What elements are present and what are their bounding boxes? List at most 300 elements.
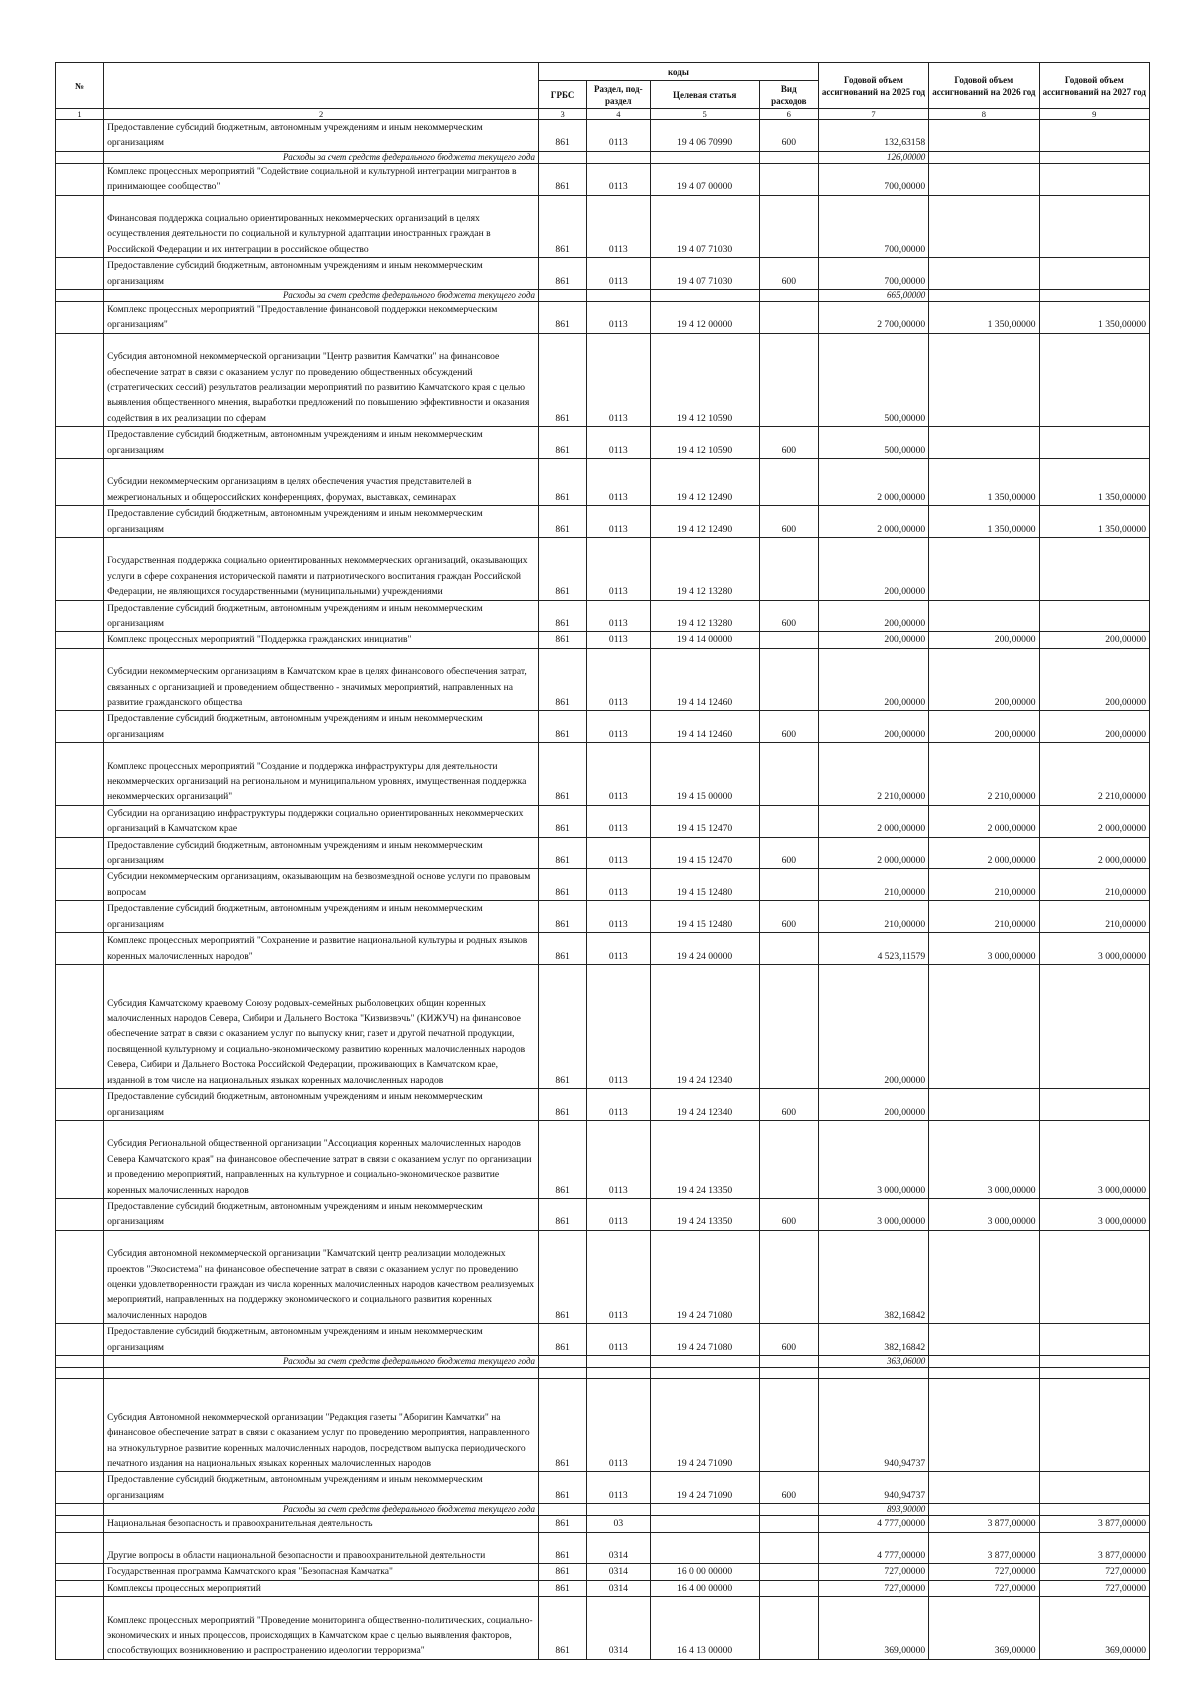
row-number-cell — [56, 711, 104, 743]
empty-cell — [759, 1504, 818, 1516]
empty-cell — [650, 1367, 759, 1378]
expense-type — [759, 632, 818, 648]
section-code: 0113 — [587, 1472, 650, 1504]
item-name: Субсидия Автономной некоммерческой организации "Редакция газеты "Аборигин Камчатки" на финансовое обеспечение затрат в связи с оказанием услуг по проведению мероприятия, направленного на этнокультурное развитие коренных малочисленных народов, посредством выпуска периодического печатного издания на национальных языках коренных малочисленных народов — [104, 1378, 539, 1471]
table-row — [56, 1580, 1150, 1596]
header-2026: Годовой объем ассигнований на 2026 год — [929, 63, 1039, 109]
empty-cell — [1039, 290, 1149, 302]
item-name: Субсидии некоммерческим организациям в Камчатском крае в целях финансового обеспечения затрат, связанных с организацией и проведением общественно - значимых мероприятий, направленных на развитие гражданского общества — [104, 648, 539, 711]
row-number-cell — [56, 506, 104, 538]
empty-cell — [1039, 151, 1149, 163]
amount-2026: 200,00000 — [929, 648, 1039, 711]
target-article: 16 4 13 00000 — [650, 1597, 759, 1660]
row-number-cell — [56, 1378, 104, 1471]
target-article: 19 4 12 12490 — [650, 459, 759, 506]
amount-2026: 3 877,00000 — [929, 1516, 1039, 1532]
grbs-code: 861 — [539, 805, 587, 837]
row-number-cell — [56, 933, 104, 965]
section-code: 0113 — [587, 901, 650, 933]
amount-2025: 382,16842 — [818, 1324, 928, 1356]
amount-2025: 4 777,00000 — [818, 1516, 928, 1532]
row-number-cell — [56, 837, 104, 869]
amount-2026 — [929, 538, 1039, 601]
empty-cell — [650, 290, 759, 302]
item-name: Предоставление субсидий бюджетным, автономным учреждениям и иным некоммерческим организациям — [104, 506, 539, 538]
grbs-code: 861 — [539, 1564, 587, 1580]
empty-cell — [650, 1504, 759, 1516]
empty-cell — [929, 151, 1039, 163]
section-code: 0113 — [587, 1378, 650, 1471]
amount-2026 — [929, 1230, 1039, 1323]
row-number-cell — [56, 427, 104, 459]
target-article: 19 4 07 00000 — [650, 163, 759, 195]
amount-2027: 210,00000 — [1039, 901, 1149, 933]
amount-2027 — [1039, 964, 1149, 1088]
expense-type: 600 — [759, 120, 818, 152]
row-number-cell — [56, 1355, 104, 1367]
empty-cell — [587, 290, 650, 302]
budget-sheet — [55, 62, 1150, 1660]
target-article: 19 4 24 71080 — [650, 1230, 759, 1323]
amount-2027: 3 000,00000 — [1039, 933, 1149, 965]
row-number-cell — [56, 120, 104, 152]
section-code: 0113 — [587, 538, 650, 601]
target-article: 16 4 00 00000 — [650, 1580, 759, 1596]
amount-2027 — [1039, 258, 1149, 290]
federal-funds-label: Расходы за счет средств федерального бюджета текущего года — [104, 151, 539, 163]
section-code: 0113 — [587, 506, 650, 538]
amount-2026 — [929, 120, 1039, 152]
expense-type — [759, 1580, 818, 1596]
empty-cell — [929, 290, 1039, 302]
empty-cell — [587, 1355, 650, 1367]
grbs-code: 861 — [539, 933, 587, 965]
amount-2025: 200,00000 — [818, 632, 928, 648]
target-article: 19 4 15 12480 — [650, 869, 759, 901]
amount-2025: 727,00000 — [818, 1580, 928, 1596]
section-code: 0113 — [587, 427, 650, 459]
item-name: Предоставление субсидий бюджетным, автономным учреждениям и иным некоммерческим организациям — [104, 1472, 539, 1504]
expense-type — [759, 459, 818, 506]
table-row — [56, 1120, 1150, 1198]
amount-2027: 2 210,00000 — [1039, 743, 1149, 806]
column-number: 2 — [104, 109, 539, 120]
federal-funds-row — [56, 151, 1150, 163]
amount-2025: 132,63158 — [818, 120, 928, 152]
expense-type: 600 — [759, 711, 818, 743]
amount-2026: 3 000,00000 — [929, 1120, 1039, 1198]
empty-cell — [929, 1355, 1039, 1367]
section-code: 0113 — [587, 837, 650, 869]
expense-type: 600 — [759, 600, 818, 632]
section-code: 0113 — [587, 964, 650, 1088]
row-number-cell — [56, 632, 104, 648]
amount-2025: 2 000,00000 — [818, 805, 928, 837]
federal-funds-2025: 363,06000 — [818, 1355, 928, 1367]
target-article: 19 4 06 70990 — [650, 120, 759, 152]
row-number-cell — [56, 163, 104, 195]
amount-2026: 200,00000 — [929, 711, 1039, 743]
section-code: 0113 — [587, 648, 650, 711]
amount-2025: 2 000,00000 — [818, 459, 928, 506]
column-number: 5 — [650, 109, 759, 120]
amount-2026 — [929, 1089, 1039, 1121]
target-article: 19 4 24 12340 — [650, 964, 759, 1088]
amount-2027: 369,00000 — [1039, 1597, 1149, 1660]
table-row — [56, 1516, 1150, 1532]
expense-type — [759, 1378, 818, 1471]
expense-type — [759, 302, 818, 334]
expense-type: 600 — [759, 427, 818, 459]
section-code: 0314 — [587, 1532, 650, 1564]
expense-type: 600 — [759, 1089, 818, 1121]
table-row — [56, 805, 1150, 837]
target-article: 19 4 07 71030 — [650, 258, 759, 290]
grbs-code: 861 — [539, 195, 587, 258]
target-article: 19 4 12 00000 — [650, 302, 759, 334]
expense-type — [759, 869, 818, 901]
amount-2027: 2 000,00000 — [1039, 805, 1149, 837]
row-number-cell — [56, 1198, 104, 1230]
target-article: 19 4 12 10590 — [650, 333, 759, 426]
item-name: Комплексы процессных мероприятий — [104, 1580, 539, 1596]
section-code: 0113 — [587, 632, 650, 648]
row-number-cell — [56, 1504, 104, 1516]
section-code: 0113 — [587, 1198, 650, 1230]
amount-2025: 727,00000 — [818, 1564, 928, 1580]
column-number: 1 — [56, 109, 104, 120]
grbs-code: 861 — [539, 427, 587, 459]
item-name: Другие вопросы в области национальной безопасности и правоохранительной деятельности — [104, 1532, 539, 1564]
empty-cell — [650, 1355, 759, 1367]
amount-2025: 210,00000 — [818, 869, 928, 901]
amount-2026: 210,00000 — [929, 869, 1039, 901]
target-article: 16 0 00 00000 — [650, 1564, 759, 1580]
grbs-code: 861 — [539, 901, 587, 933]
amount-2027: 727,00000 — [1039, 1580, 1149, 1596]
row-number-cell — [56, 964, 104, 1088]
table-row — [56, 1472, 1150, 1504]
amount-2027: 2 000,00000 — [1039, 837, 1149, 869]
amount-2026 — [929, 258, 1039, 290]
item-name: Комплекс процессных мероприятий "Сохранение и развитие национальной культуры и родных языков коренных малочисленных народов" — [104, 933, 539, 965]
amount-2025: 700,00000 — [818, 258, 928, 290]
table-body — [56, 120, 1150, 1660]
row-number-cell — [56, 1580, 104, 1596]
expense-type — [759, 333, 818, 426]
amount-2025: 2 000,00000 — [818, 506, 928, 538]
header-target: Целевая статья — [650, 81, 759, 109]
table-row — [56, 711, 1150, 743]
row-number-cell — [56, 333, 104, 426]
empty-cell — [759, 290, 818, 302]
row-number-cell — [56, 1564, 104, 1580]
grbs-code: 861 — [539, 1472, 587, 1504]
expense-type: 600 — [759, 901, 818, 933]
expense-type: 600 — [759, 1472, 818, 1504]
row-number-cell — [56, 151, 104, 163]
amount-2026 — [929, 195, 1039, 258]
amount-2026: 2 210,00000 — [929, 743, 1039, 806]
table-row — [56, 459, 1150, 506]
grbs-code: 861 — [539, 837, 587, 869]
amount-2025: 200,00000 — [818, 648, 928, 711]
amount-2026: 3 000,00000 — [929, 1198, 1039, 1230]
target-article: 19 4 24 71090 — [650, 1472, 759, 1504]
item-name: Государственная поддержка социально ориентированных некоммерческих организаций, оказывающих услуги в сфере сохранения исторической памяти и патриотического воспитания граждан Российской Федерации, не являющихся государственными (муниципальными) учреждениями — [104, 538, 539, 601]
amount-2027 — [1039, 333, 1149, 426]
empty-cell — [818, 1367, 928, 1378]
row-number-cell — [56, 743, 104, 806]
target-article: 19 4 15 12470 — [650, 805, 759, 837]
item-name: Государственная программа Камчатского края "Безопасная Камчатка" — [104, 1564, 539, 1580]
table-row — [56, 258, 1150, 290]
amount-2026: 1 350,00000 — [929, 506, 1039, 538]
column-number: 4 — [587, 109, 650, 120]
grbs-code: 861 — [539, 648, 587, 711]
expense-type — [759, 933, 818, 965]
amount-2026 — [929, 1472, 1039, 1504]
amount-2026: 1 350,00000 — [929, 459, 1039, 506]
row-number-cell — [56, 258, 104, 290]
section-code: 0314 — [587, 1564, 650, 1580]
federal-funds-2025: 665,00000 — [818, 290, 928, 302]
table-row — [56, 302, 1150, 334]
expense-type — [759, 195, 818, 258]
amount-2026: 727,00000 — [929, 1580, 1039, 1596]
column-number: 8 — [929, 109, 1039, 120]
federal-funds-row — [56, 290, 1150, 302]
empty-cell — [929, 1504, 1039, 1516]
header-2027: Годовой объем ассигнований на 2027 год — [1039, 63, 1149, 109]
item-name: Предоставление субсидий бюджетным, автономным учреждениям и иным некоммерческим организациям — [104, 837, 539, 869]
row-number-cell — [56, 1516, 104, 1532]
target-article: 19 4 24 71080 — [650, 1324, 759, 1356]
table-row — [56, 648, 1150, 711]
grbs-code: 861 — [539, 1198, 587, 1230]
row-number-cell — [56, 600, 104, 632]
table-row — [56, 964, 1150, 1088]
table-row — [56, 1378, 1150, 1471]
amount-2025: 382,16842 — [818, 1230, 928, 1323]
amount-2025: 200,00000 — [818, 1089, 928, 1121]
section-code: 0113 — [587, 711, 650, 743]
empty-cell — [759, 1355, 818, 1367]
item-name: Комплекс процессных мероприятий "Содействие социальной и культурной интеграции мигрантов в принимающее сообщество" — [104, 163, 539, 195]
header-razdel: Раздел, под-раздел — [587, 81, 650, 109]
empty-cell — [56, 1367, 104, 1378]
target-article: 19 4 24 12340 — [650, 1089, 759, 1121]
amount-2026 — [929, 333, 1039, 426]
amount-2025: 4 523,11579 — [818, 933, 928, 965]
section-code: 0314 — [587, 1597, 650, 1660]
target-article: 19 4 12 10590 — [650, 427, 759, 459]
table-header — [56, 63, 1150, 120]
row-number-cell — [56, 901, 104, 933]
header-2025: Годовой объем ассигнований на 2025 год — [818, 63, 928, 109]
amount-2026: 2 000,00000 — [929, 805, 1039, 837]
grbs-code: 861 — [539, 1580, 587, 1596]
item-name: Предоставление субсидий бюджетным, автономным учреждениям и иным некоммерческим организациям — [104, 600, 539, 632]
amount-2025: 700,00000 — [818, 195, 928, 258]
amount-2026 — [929, 1324, 1039, 1356]
amount-2027 — [1039, 1324, 1149, 1356]
table-row — [56, 869, 1150, 901]
expense-type: 600 — [759, 1198, 818, 1230]
grbs-code: 861 — [539, 711, 587, 743]
row-number-cell — [56, 805, 104, 837]
item-name: Комплекс процессных мероприятий "Создание и поддержка инфраструктуры для деятельности некоммерческих организаций на региональном и муниципальном уровнях, имущественная поддержка некоммерческих организаций" — [104, 743, 539, 806]
amount-2027: 1 350,00000 — [1039, 459, 1149, 506]
target-article: 19 4 15 00000 — [650, 743, 759, 806]
amount-2026: 727,00000 — [929, 1564, 1039, 1580]
expense-type — [759, 1516, 818, 1532]
amount-2025: 369,00000 — [818, 1597, 928, 1660]
empty-cell — [759, 151, 818, 163]
amount-2025: 200,00000 — [818, 964, 928, 1088]
target-article: 19 4 24 13350 — [650, 1198, 759, 1230]
amount-2027: 3 000,00000 — [1039, 1198, 1149, 1230]
federal-funds-label: Расходы за счет средств федерального бюджета текущего года — [104, 1355, 539, 1367]
amount-2027 — [1039, 1230, 1149, 1323]
amount-2027 — [1039, 1089, 1149, 1121]
grbs-code: 861 — [539, 163, 587, 195]
amount-2026 — [929, 1378, 1039, 1471]
item-name: Предоставление субсидий бюджетным, автономным учреждениям и иным некоммерческим организациям — [104, 711, 539, 743]
item-name: Субсидии на организацию инфраструктуры поддержки социально ориентированных некоммерческих организаций в Камчатском крае — [104, 805, 539, 837]
amount-2027 — [1039, 195, 1149, 258]
grbs-code: 861 — [539, 333, 587, 426]
row-number-cell — [56, 290, 104, 302]
table-row — [56, 837, 1150, 869]
table-row — [56, 1564, 1150, 1580]
item-name: Предоставление субсидий бюджетным, автономным учреждениям и иным некоммерческим организациям — [104, 901, 539, 933]
amount-2025: 2 210,00000 — [818, 743, 928, 806]
amount-2027: 3 877,00000 — [1039, 1516, 1149, 1532]
amount-2026: 1 350,00000 — [929, 302, 1039, 334]
amount-2027: 1 350,00000 — [1039, 506, 1149, 538]
column-number: 9 — [1039, 109, 1149, 120]
section-code: 0113 — [587, 743, 650, 806]
federal-funds-2025: 126,00000 — [818, 151, 928, 163]
grbs-code: 861 — [539, 1230, 587, 1323]
empty-cell — [1039, 1504, 1149, 1516]
item-name: Субсидия Региональной общественной организации "Ассоциация коренных малочисленных народов Севера Камчатского края" на финансовое обеспечение затрат в связи с оказанием услуг по организации и проведению мероприятий, направленных на культурное и социально-экономическое развитие коренных малочисленных народов — [104, 1120, 539, 1198]
section-code: 0113 — [587, 302, 650, 334]
amount-2025: 500,00000 — [818, 333, 928, 426]
amount-2025: 3 000,00000 — [818, 1120, 928, 1198]
amount-2027: 3 000,00000 — [1039, 1120, 1149, 1198]
section-code: 0113 — [587, 1120, 650, 1198]
target-article: 19 4 12 13280 — [650, 600, 759, 632]
table-row — [56, 743, 1150, 806]
row-number-cell — [56, 459, 104, 506]
amount-2025: 200,00000 — [818, 538, 928, 601]
amount-2027: 200,00000 — [1039, 632, 1149, 648]
empty-cell — [929, 1367, 1039, 1378]
amount-2025: 500,00000 — [818, 427, 928, 459]
grbs-code: 861 — [539, 964, 587, 1088]
target-article: 19 4 14 00000 — [650, 632, 759, 648]
amount-2026: 369,00000 — [929, 1597, 1039, 1660]
row-number-cell — [56, 648, 104, 711]
amount-2027: 200,00000 — [1039, 648, 1149, 711]
table-row — [56, 632, 1150, 648]
empty-cell — [587, 151, 650, 163]
grbs-code: 861 — [539, 302, 587, 334]
item-name: Предоставление субсидий бюджетным, автономным учреждениям и иным некоммерческим организациям — [104, 427, 539, 459]
empty-cell — [539, 1355, 587, 1367]
row-number-cell — [56, 1089, 104, 1121]
amount-2026: 3 877,00000 — [929, 1532, 1039, 1564]
grbs-code: 861 — [539, 1120, 587, 1198]
target-article: 19 4 12 13280 — [650, 538, 759, 601]
table-row — [56, 933, 1150, 965]
empty-cell — [587, 1504, 650, 1516]
item-name: Национальная безопасность и правоохранительная деятельность — [104, 1516, 539, 1532]
grbs-code: 861 — [539, 632, 587, 648]
empty-cell — [539, 1367, 587, 1378]
target-article: 19 4 15 12480 — [650, 901, 759, 933]
target-article: 19 4 24 71090 — [650, 1378, 759, 1471]
column-number: 6 — [759, 109, 818, 120]
header-grbs: ГРБС — [539, 81, 587, 109]
row-number-cell — [56, 869, 104, 901]
item-name: Комплекс процессных мероприятий "Предоставление финансовой поддержки некоммерческим организациям" — [104, 302, 539, 334]
empty-cell — [759, 1367, 818, 1378]
item-name: Предоставление субсидий бюджетным, автономным учреждениям и иным некоммерческим организациям — [104, 1089, 539, 1121]
table-row — [56, 901, 1150, 933]
grbs-code: 861 — [539, 1324, 587, 1356]
section-code: 0113 — [587, 600, 650, 632]
empty-cell — [1039, 1367, 1149, 1378]
amount-2026 — [929, 427, 1039, 459]
empty-cell — [650, 151, 759, 163]
federal-funds-row — [56, 1504, 1150, 1516]
empty-cell — [539, 290, 587, 302]
amount-2027: 200,00000 — [1039, 711, 1149, 743]
empty-cell — [1039, 1355, 1149, 1367]
amount-2026 — [929, 163, 1039, 195]
amount-2027 — [1039, 120, 1149, 152]
expense-type — [759, 1532, 818, 1564]
amount-2027: 3 877,00000 — [1039, 1532, 1149, 1564]
row-number-cell — [56, 1472, 104, 1504]
amount-2027 — [1039, 427, 1149, 459]
table-row — [56, 506, 1150, 538]
amount-2027 — [1039, 163, 1149, 195]
table-row — [56, 195, 1150, 258]
table-row — [56, 163, 1150, 195]
item-name: Комплекс процессных мероприятий "Поддержка гражданских инициатив" — [104, 632, 539, 648]
section-code: 0113 — [587, 195, 650, 258]
expense-type — [759, 1230, 818, 1323]
item-name: Субсидия автономной некоммерческой организации "Камчатский центр реализации молодежных проектов "Экосистема" на финансовое обеспечение затрат в связи с оказанием услуг по проведению оценки удовлетворенности граждан из числа коренных малочисленных народов качеством реализуемых мероприятий, направленных на поддержку экономического и социального развития коренных малочисленных народов — [104, 1230, 539, 1323]
section-code: 0113 — [587, 333, 650, 426]
target-article — [650, 1532, 759, 1564]
table-row — [56, 600, 1150, 632]
federal-funds-label: Расходы за счет средств федерального бюджета текущего года — [104, 1504, 539, 1516]
expense-type — [759, 1120, 818, 1198]
target-article: 19 4 07 71030 — [650, 195, 759, 258]
target-article: 19 4 14 12460 — [650, 648, 759, 711]
amount-2025: 200,00000 — [818, 600, 928, 632]
table-row — [56, 538, 1150, 601]
item-name: Предоставление субсидий бюджетным, автономным учреждениям и иным некоммерческим организациям — [104, 258, 539, 290]
header-vid: Вид расходов — [759, 81, 818, 109]
section-code: 0113 — [587, 805, 650, 837]
target-article — [650, 1516, 759, 1532]
